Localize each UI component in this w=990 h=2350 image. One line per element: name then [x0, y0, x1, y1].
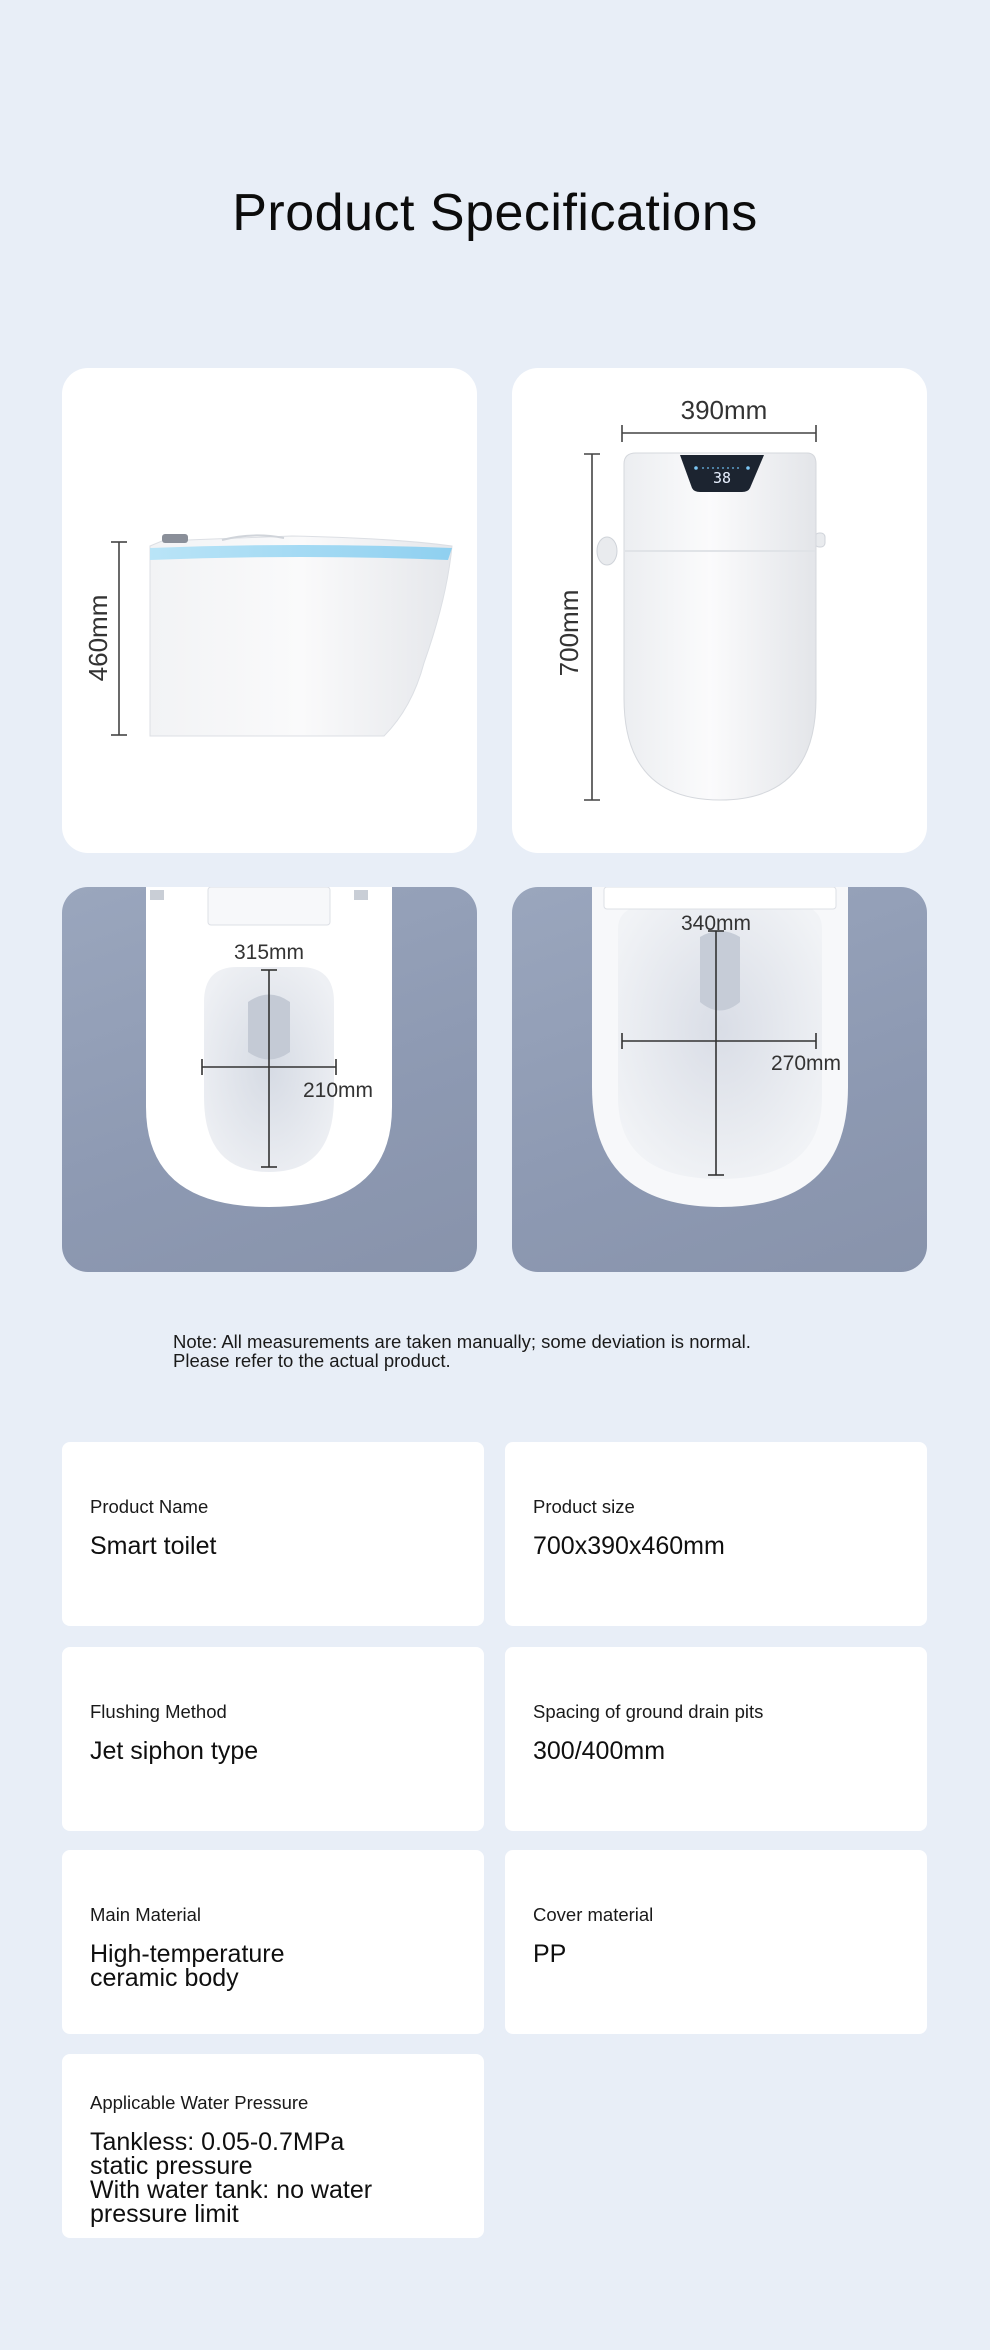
measurement-note — [173, 1332, 873, 1370]
seat-depth-label: 210mm — [302, 1079, 374, 1102]
front-view-image — [512, 368, 927, 853]
seat-width-label: 315mm — [233, 941, 305, 964]
spec-card-main-material — [62, 1850, 484, 2034]
spec-value: PP — [533, 1940, 567, 1968]
spec-card-water-pressure — [62, 2054, 484, 2238]
spec-card-product-size — [505, 1442, 927, 1626]
front-height-label: 700mm — [554, 589, 584, 677]
spec-label: Flushing Method — [90, 1701, 227, 1722]
spec-card-drain-spacing — [505, 1647, 927, 1831]
front-width-label: 390mm — [680, 395, 768, 425]
spec-value: Jet siphon type — [90, 1737, 259, 1765]
spec-value: Smart toilet — [90, 1532, 217, 1560]
seat-top-view-image — [62, 887, 477, 1272]
side-height-label: 460mm — [83, 594, 113, 682]
front-display-temp: 38 — [712, 469, 732, 487]
bowl-width-label: 340mm — [680, 912, 752, 935]
spec-label: Main Material — [90, 1904, 202, 1925]
side-view-image — [62, 368, 477, 853]
note-line-1: Note: All measurements are taken manually; some deviation is normal. — [173, 1331, 751, 1352]
spec-value: 300/400mm — [533, 1737, 666, 1765]
spec-label: Applicable Water Pressure — [90, 2092, 309, 2113]
spec-card-cover-material — [505, 1850, 927, 2034]
page-title: Product Specifications — [232, 183, 758, 242]
note-line-2: Please refer to the actual product. — [173, 1350, 451, 1371]
spec-card-product-name — [62, 1442, 484, 1626]
spec-label: Product Name — [90, 1496, 209, 1517]
spec-value: 700x390x460mm — [533, 1532, 725, 1560]
bowl-depth-label: 270mm — [770, 1052, 842, 1075]
spec-value: High-temperature ceramic body — [90, 1940, 285, 1992]
spec-label: Spacing of ground drain pits — [533, 1701, 764, 1722]
spec-card-flushing-method — [62, 1647, 484, 1831]
spec-label: Product size — [533, 1496, 635, 1517]
bowl-top-view-image — [512, 887, 927, 1272]
spec-label: Cover material — [533, 1904, 654, 1925]
spec-value: Tankless: 0.05-0.7MPa static pressure With water tank: no water pressure limit — [90, 2128, 373, 2228]
